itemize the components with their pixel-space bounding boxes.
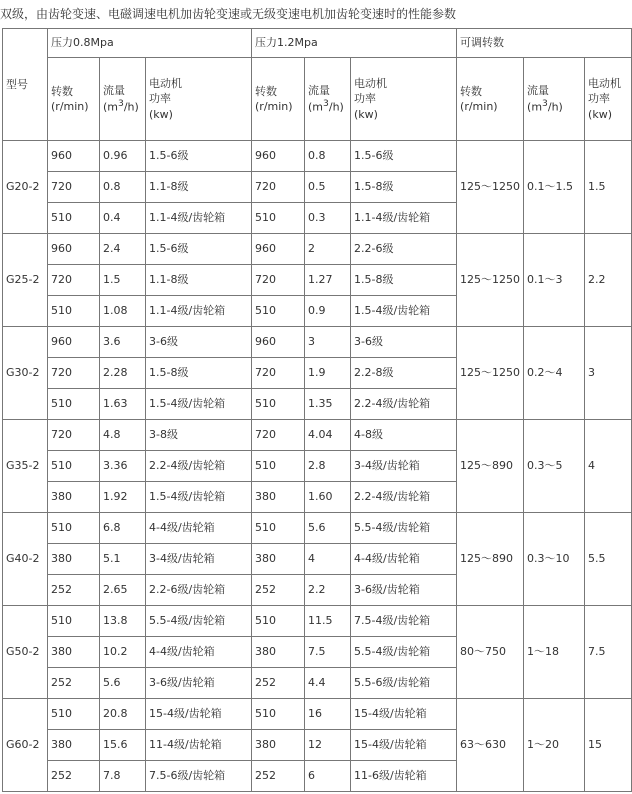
speed-12-cell: 960 (252, 234, 305, 265)
flow-12-cell: 2 (305, 234, 351, 265)
adjustable-flow-cell: 0.2～4 (524, 327, 585, 420)
motor-12-cell: 4-4级/齿轮箱 (351, 544, 457, 575)
flow-12-cell: 6 (305, 761, 351, 792)
flow-header: 流量 $(m^3/h)$ (100, 58, 146, 141)
speed-08-cell: 720 (48, 420, 100, 451)
motor-12-cell: 1.1-4级/齿轮箱 (351, 203, 457, 234)
model-cell: G25-2 (3, 234, 48, 327)
adjustable-power-cell: 4 (585, 420, 632, 513)
adjustable-flow-cell: 0.3～10 (524, 513, 585, 606)
speed-08-cell: 380 (48, 730, 100, 761)
flow-12-cell: 3 (305, 327, 351, 358)
flow-08-cell: 3.6 (100, 327, 146, 358)
speed-12-cell: 510 (252, 296, 305, 327)
flow-header: 流量 $(m^3/h)$ (305, 58, 351, 141)
motor-12-cell: 5.5-4级/齿轮箱 (351, 513, 457, 544)
model-cell: G20-2 (3, 141, 48, 234)
flow-08-cell: 2.4 (100, 234, 146, 265)
model-cell: G60-2 (3, 699, 48, 792)
motor-12-cell: 5.5-4级/齿轮箱 (351, 637, 457, 668)
model-cell: G30-2 (3, 327, 48, 420)
motor-12-cell: 1.5-8级 (351, 265, 457, 296)
adjustable-speed-cell: 125～890 (457, 420, 524, 513)
pressure-08-header: 压力0.8Mpa (48, 29, 252, 58)
flow-08-cell: 7.8 (100, 761, 146, 792)
speed-08-cell: 510 (48, 203, 100, 234)
flow-08-cell: 20.8 (100, 699, 146, 730)
speed-12-cell: 380 (252, 637, 305, 668)
flow-08-cell: 10.2 (100, 637, 146, 668)
motor-08-cell: 2.2-6级/齿轮箱 (146, 575, 252, 606)
table-body (3, 141, 632, 792)
flow-08-cell: 13.8 (100, 606, 146, 637)
flow-12-cell: 1.60 (305, 482, 351, 513)
speed-08-cell: 960 (48, 327, 100, 358)
adjustable-speed-cell: 125～890 (457, 513, 524, 606)
table-caption: 双级，由齿轮变速、电磁调速电机加齿轮变速或无级变速电机加齿轮变速时的性能参数 (0, 7, 457, 21)
speed-08-cell: 510 (48, 296, 100, 327)
adjustable-power-cell: 15 (585, 699, 632, 792)
motor-08-cell: 1.5-8级 (146, 358, 252, 389)
motor-12-cell: 2.2-6级 (351, 234, 457, 265)
motor-12-cell: 15-4级/齿轮箱 (351, 730, 457, 761)
flow-12-cell: 1.9 (305, 358, 351, 389)
speed-08-cell: 510 (48, 451, 100, 482)
speed-12-cell: 252 (252, 668, 305, 699)
speed-12-cell: 510 (252, 451, 305, 482)
table-row (3, 513, 632, 544)
speed-12-cell: 380 (252, 544, 305, 575)
motor-08-cell: 1.1-8级 (146, 172, 252, 203)
power-header: 电动机 功率 (kw) (146, 58, 252, 141)
flow-12-cell: 4 (305, 544, 351, 575)
flow-08-cell: 2.65 (100, 575, 146, 606)
flow-08-cell: 1.63 (100, 389, 146, 420)
speed-08-cell: 720 (48, 172, 100, 203)
adjustable-power-cell: 2.2 (585, 234, 632, 327)
flow-08-cell: 3.36 (100, 451, 146, 482)
table-row (3, 699, 632, 730)
motor-12-cell: 3-4级/齿轮箱 (351, 451, 457, 482)
table-row (3, 234, 632, 265)
motor-12-cell: 5.5-6级/齿轮箱 (351, 668, 457, 699)
adjustable-speed-cell: 125～1250 (457, 327, 524, 420)
model-cell: G35-2 (3, 420, 48, 513)
motor-12-cell: 11-6级/齿轮箱 (351, 761, 457, 792)
motor-12-cell: 1.5-4级/齿轮箱 (351, 296, 457, 327)
motor-08-cell: 1.5-6级 (146, 141, 252, 172)
motor-12-cell: 3-6级/齿轮箱 (351, 575, 457, 606)
flow-08-cell: 0.8 (100, 172, 146, 203)
header-row-pressure (3, 29, 632, 58)
flow-08-cell: 5.6 (100, 668, 146, 699)
adjustable-power-cell: 3 (585, 327, 632, 420)
speed-12-cell: 510 (252, 389, 305, 420)
speed-12-cell: 720 (252, 265, 305, 296)
motor-08-cell: 5.5-4级/齿轮箱 (146, 606, 252, 637)
speed-08-cell: 720 (48, 358, 100, 389)
motor-08-cell: 1.1-8级 (146, 265, 252, 296)
motor-12-cell: 3-6级 (351, 327, 457, 358)
flow-08-cell: 6.8 (100, 513, 146, 544)
motor-08-cell: 1.1-4级/齿轮箱 (146, 203, 252, 234)
adjustable-flow-cell: 0.1～1.5 (524, 141, 585, 234)
speed-12-cell: 720 (252, 358, 305, 389)
motor-08-cell: 3-6级 (146, 327, 252, 358)
speed-08-cell: 510 (48, 513, 100, 544)
speed-08-cell: 510 (48, 699, 100, 730)
flow-12-cell: 7.5 (305, 637, 351, 668)
model-cell: G40-2 (3, 513, 48, 606)
speed-header: 转数 (r/min) (457, 58, 524, 141)
speed-12-cell: 510 (252, 699, 305, 730)
flow-12-cell: 16 (305, 699, 351, 730)
adjustable-flow-cell: 0.1～3 (524, 234, 585, 327)
adjustable-flow-cell: 1～18 (524, 606, 585, 699)
motor-08-cell: 2.2-4级/齿轮箱 (146, 451, 252, 482)
motor-08-cell: 15-4级/齿轮箱 (146, 699, 252, 730)
speed-08-cell: 252 (48, 575, 100, 606)
adjustable-power-cell: 1.5 (585, 141, 632, 234)
speed-12-cell: 252 (252, 761, 305, 792)
flow-12-cell: 2.8 (305, 451, 351, 482)
motor-08-cell: 7.5-6级/齿轮箱 (146, 761, 252, 792)
flow-header: 流量 $(m^3/h)$ (524, 58, 585, 141)
adjustable-speed-cell: 125～1250 (457, 141, 524, 234)
flow-08-cell: 4.8 (100, 420, 146, 451)
adjustable-power-cell: 7.5 (585, 606, 632, 699)
motor-12-cell: 7.5-4级/齿轮箱 (351, 606, 457, 637)
flow-08-cell: 15.6 (100, 730, 146, 761)
flow-08-cell: 5.1 (100, 544, 146, 575)
flow-08-cell: 1.08 (100, 296, 146, 327)
motor-08-cell: 4-4级/齿轮箱 (146, 637, 252, 668)
flow-12-cell: 12 (305, 730, 351, 761)
speed-08-cell: 252 (48, 668, 100, 699)
flow-12-cell: 0.5 (305, 172, 351, 203)
motor-08-cell: 1.1-4级/齿轮箱 (146, 296, 252, 327)
table-row (3, 420, 632, 451)
speed-header: 转数 (r/min) (48, 58, 100, 141)
motor-08-cell: 4-4级/齿轮箱 (146, 513, 252, 544)
flow-12-cell: 0.3 (305, 203, 351, 234)
speed-08-cell: 380 (48, 482, 100, 513)
speed-08-cell: 960 (48, 234, 100, 265)
motor-12-cell: 15-4级/齿轮箱 (351, 699, 457, 730)
speed-12-cell: 960 (252, 327, 305, 358)
speed-08-cell: 510 (48, 606, 100, 637)
flow-08-cell: 2.28 (100, 358, 146, 389)
adjustable-speed-header: 可调转数 (457, 29, 632, 58)
flow-12-cell: 5.6 (305, 513, 351, 544)
speed-12-cell: 720 (252, 172, 305, 203)
flow-12-cell: 1.27 (305, 265, 351, 296)
motor-12-cell: 4-8级 (351, 420, 457, 451)
flow-12-cell: 4.04 (305, 420, 351, 451)
flow-12-cell: 1.35 (305, 389, 351, 420)
power-header: 电动机 功率 (kw) (585, 58, 632, 141)
speed-08-cell: 380 (48, 637, 100, 668)
flow-12-cell: 11.5 (305, 606, 351, 637)
speed-header: 转数 (r/min) (252, 58, 305, 141)
motor-12-cell: 2.2-4级/齿轮箱 (351, 389, 457, 420)
motor-08-cell: 3-6级/齿轮箱 (146, 668, 252, 699)
speed-12-cell: 720 (252, 420, 305, 451)
motor-12-cell: 2.2-4级/齿轮箱 (351, 482, 457, 513)
motor-08-cell: 1.5-6级 (146, 234, 252, 265)
speed-12-cell: 960 (252, 141, 305, 172)
adjustable-speed-cell: 125～1250 (457, 234, 524, 327)
speed-08-cell: 960 (48, 141, 100, 172)
adjustable-flow-cell: 1～20 (524, 699, 585, 792)
model-cell: G50-2 (3, 606, 48, 699)
motor-12-cell: 2.2-8级 (351, 358, 457, 389)
motor-08-cell: 1.5-4级/齿轮箱 (146, 482, 252, 513)
motor-08-cell: 3-8级 (146, 420, 252, 451)
table-row (3, 141, 632, 172)
table-row (3, 327, 632, 358)
motor-12-cell: 1.5-8级 (351, 172, 457, 203)
adjustable-flow-cell: 0.3～5 (524, 420, 585, 513)
flow-08-cell: 1.92 (100, 482, 146, 513)
flow-12-cell: 0.8 (305, 141, 351, 172)
model-header: 型号 (3, 29, 48, 141)
speed-08-cell: 380 (48, 544, 100, 575)
flow-12-cell: 0.9 (305, 296, 351, 327)
speed-08-cell: 252 (48, 761, 100, 792)
speed-12-cell: 510 (252, 203, 305, 234)
flow-12-cell: 2.2 (305, 575, 351, 606)
speed-12-cell: 380 (252, 482, 305, 513)
header-row-columns (3, 58, 632, 141)
flow-08-cell: 1.5 (100, 265, 146, 296)
speed-12-cell: 380 (252, 730, 305, 761)
adjustable-power-cell: 5.5 (585, 513, 632, 606)
speed-12-cell: 510 (252, 606, 305, 637)
speed-08-cell: 510 (48, 389, 100, 420)
speed-12-cell: 252 (252, 575, 305, 606)
flow-08-cell: 0.4 (100, 203, 146, 234)
performance-table (2, 28, 632, 792)
adjustable-speed-cell: 63～630 (457, 699, 524, 792)
pressure-12-header: 压力1.2Mpa (252, 29, 457, 58)
adjustable-speed-cell: 80～750 (457, 606, 524, 699)
flow-12-cell: 4.4 (305, 668, 351, 699)
motor-12-cell: 1.5-6级 (351, 141, 457, 172)
flow-08-cell: 0.96 (100, 141, 146, 172)
motor-08-cell: 11-4级/齿轮箱 (146, 730, 252, 761)
speed-12-cell: 510 (252, 513, 305, 544)
motor-08-cell: 1.5-4级/齿轮箱 (146, 389, 252, 420)
power-header: 电动机 功率 (kw) (351, 58, 457, 141)
motor-08-cell: 3-4级/齿轮箱 (146, 544, 252, 575)
speed-08-cell: 720 (48, 265, 100, 296)
table-row (3, 606, 632, 637)
